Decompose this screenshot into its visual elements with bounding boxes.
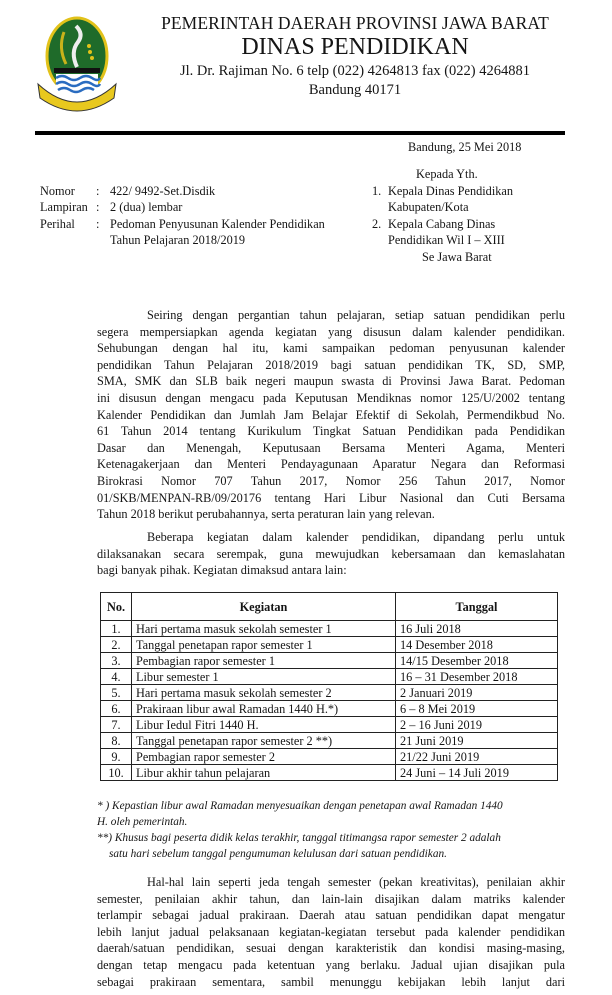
meta-label: Nomor — [40, 184, 75, 198]
letterhead-agency: DINAS PENDIDIKAN — [241, 34, 469, 60]
meta-value — [110, 216, 325, 249]
paragraph-line: Kalender Pendidikan dan Jumlah Jam Belajar Efektif di Sekolah, Permendikbud No. — [97, 407, 565, 422]
paragraph-line: daerah/satuan pendidikan, sesuai dengan karakteristik dan kondisi masing-masing, — [97, 941, 565, 956]
paragraph-3 — [97, 874, 565, 990]
paragraph-line: terlampir sebagai jadual prakiraan. Daerah atau satuan pendidikan dapat mengatur — [97, 908, 565, 923]
meta-value: 2 (dua) lembar — [110, 200, 183, 215]
paragraph-line: ini disusun dengan mengacu pada Keputusan Mendiknas nomor 125/U/2002 tentang — [97, 390, 565, 405]
cell-no: 2. — [101, 637, 132, 653]
paragraph-line: lebih lanjut jadual pelaksanaan kegiatan-kegiatan tersebut pada kalender pendidikan — [97, 924, 565, 939]
cell-kegiatan: Libur semester 1 — [132, 669, 396, 685]
cell-tanggal: 16 – 31 Desember 2018 — [396, 669, 558, 685]
cell-no: 7. — [101, 717, 132, 733]
cell-tanggal: 2 Januari 2019 — [396, 685, 558, 701]
paragraph-line: Tahun 2018 berikut perubahannya, serta peraturan lain yang relevan. — [97, 507, 435, 522]
paragraph-line: sebagai prakiraan sementara, sambil menunggu kebijakan lebih lanjut dari — [97, 974, 565, 989]
paragraph-line: pendidikan Tahun Pelajaran 2018/2019 bagi satuan pendidikan TK, SD, SMP, — [97, 357, 565, 372]
paragraph-line: segera mempersiapkan agenda kegiatan yang disusun dalam kalender pendidikan. — [97, 324, 565, 339]
table-row — [101, 765, 558, 781]
recipients-footer: Se Jawa Barat — [422, 249, 492, 264]
paragraph-1 — [97, 307, 565, 523]
cell-kegiatan: Hari pertama masuk sekolah semester 2 — [132, 685, 396, 701]
letterhead-government: PEMERINTAH DAERAH PROVINSI JAWA BARAT — [161, 13, 549, 33]
jawa-barat-logo — [34, 12, 120, 114]
table-row — [101, 701, 558, 717]
meta-value-line1: Pedoman Penyusunan Kalender Pendidikan — [110, 216, 325, 231]
cell-tanggal: 14/15 Desember 2018 — [396, 653, 558, 669]
cell-kegiatan: Libur Iedul Fitri 1440 H. — [132, 717, 396, 733]
footnote-1: * ) Kepastian libur awal Ramadan menyesuaikan dengan penetapan awal Ramadan 1440 — [97, 800, 503, 812]
meta-sep: : — [96, 184, 100, 198]
table-header-row — [101, 593, 558, 621]
paragraph-line: Sehubungan dengan hal itu, kami sampaikan pedoman penyusunan kalender — [97, 341, 565, 356]
paragraph-line: SMA, SMK dan SLB baik negeri maupun swasta di Provinsi Jawa Barat. Pedoman — [97, 374, 565, 389]
meta-row-lampiran — [40, 199, 325, 215]
table-row — [101, 637, 558, 653]
cell-tanggal: 16 Juli 2018 — [396, 621, 558, 637]
cell-kegiatan: Libur akhir tahun pelajaran — [132, 765, 396, 781]
header-kegiatan: Kegiatan — [132, 593, 396, 621]
recipient-item-line2: Kabupaten/Kota — [388, 200, 469, 215]
paragraph-line: dilaksanakan secara serempak, guna mewujudkan kebersamaan dan kemaslahatan — [97, 546, 565, 561]
letterhead-city: Bandung 40171 — [308, 82, 402, 98]
recipient-item: 2. Kepala Cabang Dinas — [372, 216, 496, 231]
cell-no: 10. — [101, 765, 132, 781]
cell-kegiatan: Tanggal penetapan rapor semester 1 — [132, 637, 396, 653]
meta-sep: : — [96, 200, 100, 215]
header-tanggal: Tanggal — [396, 593, 558, 621]
recipients — [372, 166, 552, 266]
paragraph-line: dengan tetap mengacu pada ketentuan yang berlaku. Jadual ujian disajikan pula — [97, 957, 565, 972]
paragraph-line: Seiring dengan pergantian tahun pelajaran, setiap satuan pendidikan perlu — [147, 308, 565, 322]
footnote-2: **) Khusus bagi peserta didik kelas terakhir, tanggal titimangsa rapor semester 2 adalah — [97, 832, 501, 844]
letter-date: Bandung, 25 Mei 2018 — [408, 140, 522, 154]
meta-value-line2: Tahun Pelajaran 2018/2019 — [110, 233, 246, 248]
meta-value: 422/ 9492-Set.Disdik — [110, 184, 216, 198]
paragraph-line: semester, penilaian akhir tahun, dan lain-lain disajikan dalam matriks kalender — [97, 891, 565, 906]
recipients-heading: Kepada Yth. — [416, 167, 478, 181]
activities-table — [100, 592, 558, 781]
recipient-item: 1. Kepala Dinas Pendidikan — [372, 183, 513, 198]
cell-no: 1. — [101, 621, 132, 637]
paragraph-line: Ketenagakerjaan dan Menteri Pendayagunaan Aparatur Negara dan Reformasi — [97, 457, 565, 472]
table-row — [101, 621, 558, 637]
cell-tanggal: 21/22 Juni 2019 — [396, 749, 558, 765]
meta-row-perihal — [40, 216, 325, 249]
cell-kegiatan: Hari pertama masuk sekolah semester 1 — [132, 621, 396, 637]
letter-meta — [40, 183, 325, 249]
paragraph-line: 61 Tahun 2014 tentang Kurikulum Tingkat Satuan Pendidikan pada Pendidikan — [97, 424, 565, 439]
table-row — [101, 685, 558, 701]
cell-kegiatan: Pembagian rapor semester 1 — [132, 653, 396, 669]
meta-row-nomor — [40, 183, 325, 199]
paragraph-line: Beberapa kegiatan dalam kalender pendidikan, dipandang perlu untuk — [147, 530, 565, 544]
cell-no: 5. — [101, 685, 132, 701]
cell-no: 9. — [101, 749, 132, 765]
paragraph-line: Hal-hal lain seperti jeda tengah semester (pekan kreativitas), penilaian akhir — [147, 875, 565, 889]
cell-tanggal: 24 Juni – 14 Juli 2019 — [396, 765, 558, 781]
cell-tanggal: 2 – 16 Juni 2019 — [396, 717, 558, 733]
letterhead-divider — [35, 131, 565, 135]
table-row — [101, 749, 558, 765]
footnote-1-cont: H. oleh pemerintah. — [97, 816, 188, 828]
recipient-item-line2: Pendidikan Wil I – XIII — [388, 233, 505, 248]
paragraph-line: 01/SKB/MENPAN-RB/09/20176 tentang Hari Libur Nasional dan Cuti Bersama — [97, 490, 565, 505]
cell-tanggal: 6 – 8 Mei 2019 — [396, 701, 558, 717]
cell-no: 3. — [101, 653, 132, 669]
footnotes — [97, 798, 567, 862]
cell-kegiatan: Pembagian rapor semester 2 — [132, 749, 396, 765]
meta-sep: : — [96, 216, 100, 231]
meta-label: Lampiran — [40, 200, 88, 215]
paragraph-2 — [97, 529, 565, 579]
table-row — [101, 733, 558, 749]
cell-kegiatan: Prakiraan libur awal Ramadan 1440 H.*) — [132, 701, 396, 717]
meta-label: Perihal — [40, 216, 75, 231]
paragraph-line: Dasar dan Menengah, Keputusaan Bersama Menteri Agama, Menteri — [97, 440, 565, 455]
letterhead-address: Jl. Dr. Rajiman No. 6 telp (022) 4264813 fax (022) 4264881 — [180, 63, 530, 79]
table-row — [101, 717, 558, 733]
table-row — [101, 669, 558, 685]
paragraph-line: bagi banyak pihak. Kegiatan dimaksud antara lain: — [97, 563, 347, 578]
cell-kegiatan: Tanggal penetapan rapor semester 2 **) — [132, 733, 396, 749]
cell-tanggal: 14 Desember 2018 — [396, 637, 558, 653]
header-no: No. — [101, 593, 132, 621]
table-row — [101, 653, 558, 669]
cell-tanggal: 21 Juni 2019 — [396, 733, 558, 749]
cell-no: 6. — [101, 701, 132, 717]
footnote-2-cont: satu hari sebelum tanggal pengumuman kelulusan dari satuan pendidikan. — [109, 848, 447, 860]
cell-no: 8. — [101, 733, 132, 749]
paragraph-line: Birokrasi Nomor 707 Tahun 2017, Nomor 256 Tahun 2017, Nomor — [97, 473, 565, 488]
cell-no: 4. — [101, 669, 132, 685]
